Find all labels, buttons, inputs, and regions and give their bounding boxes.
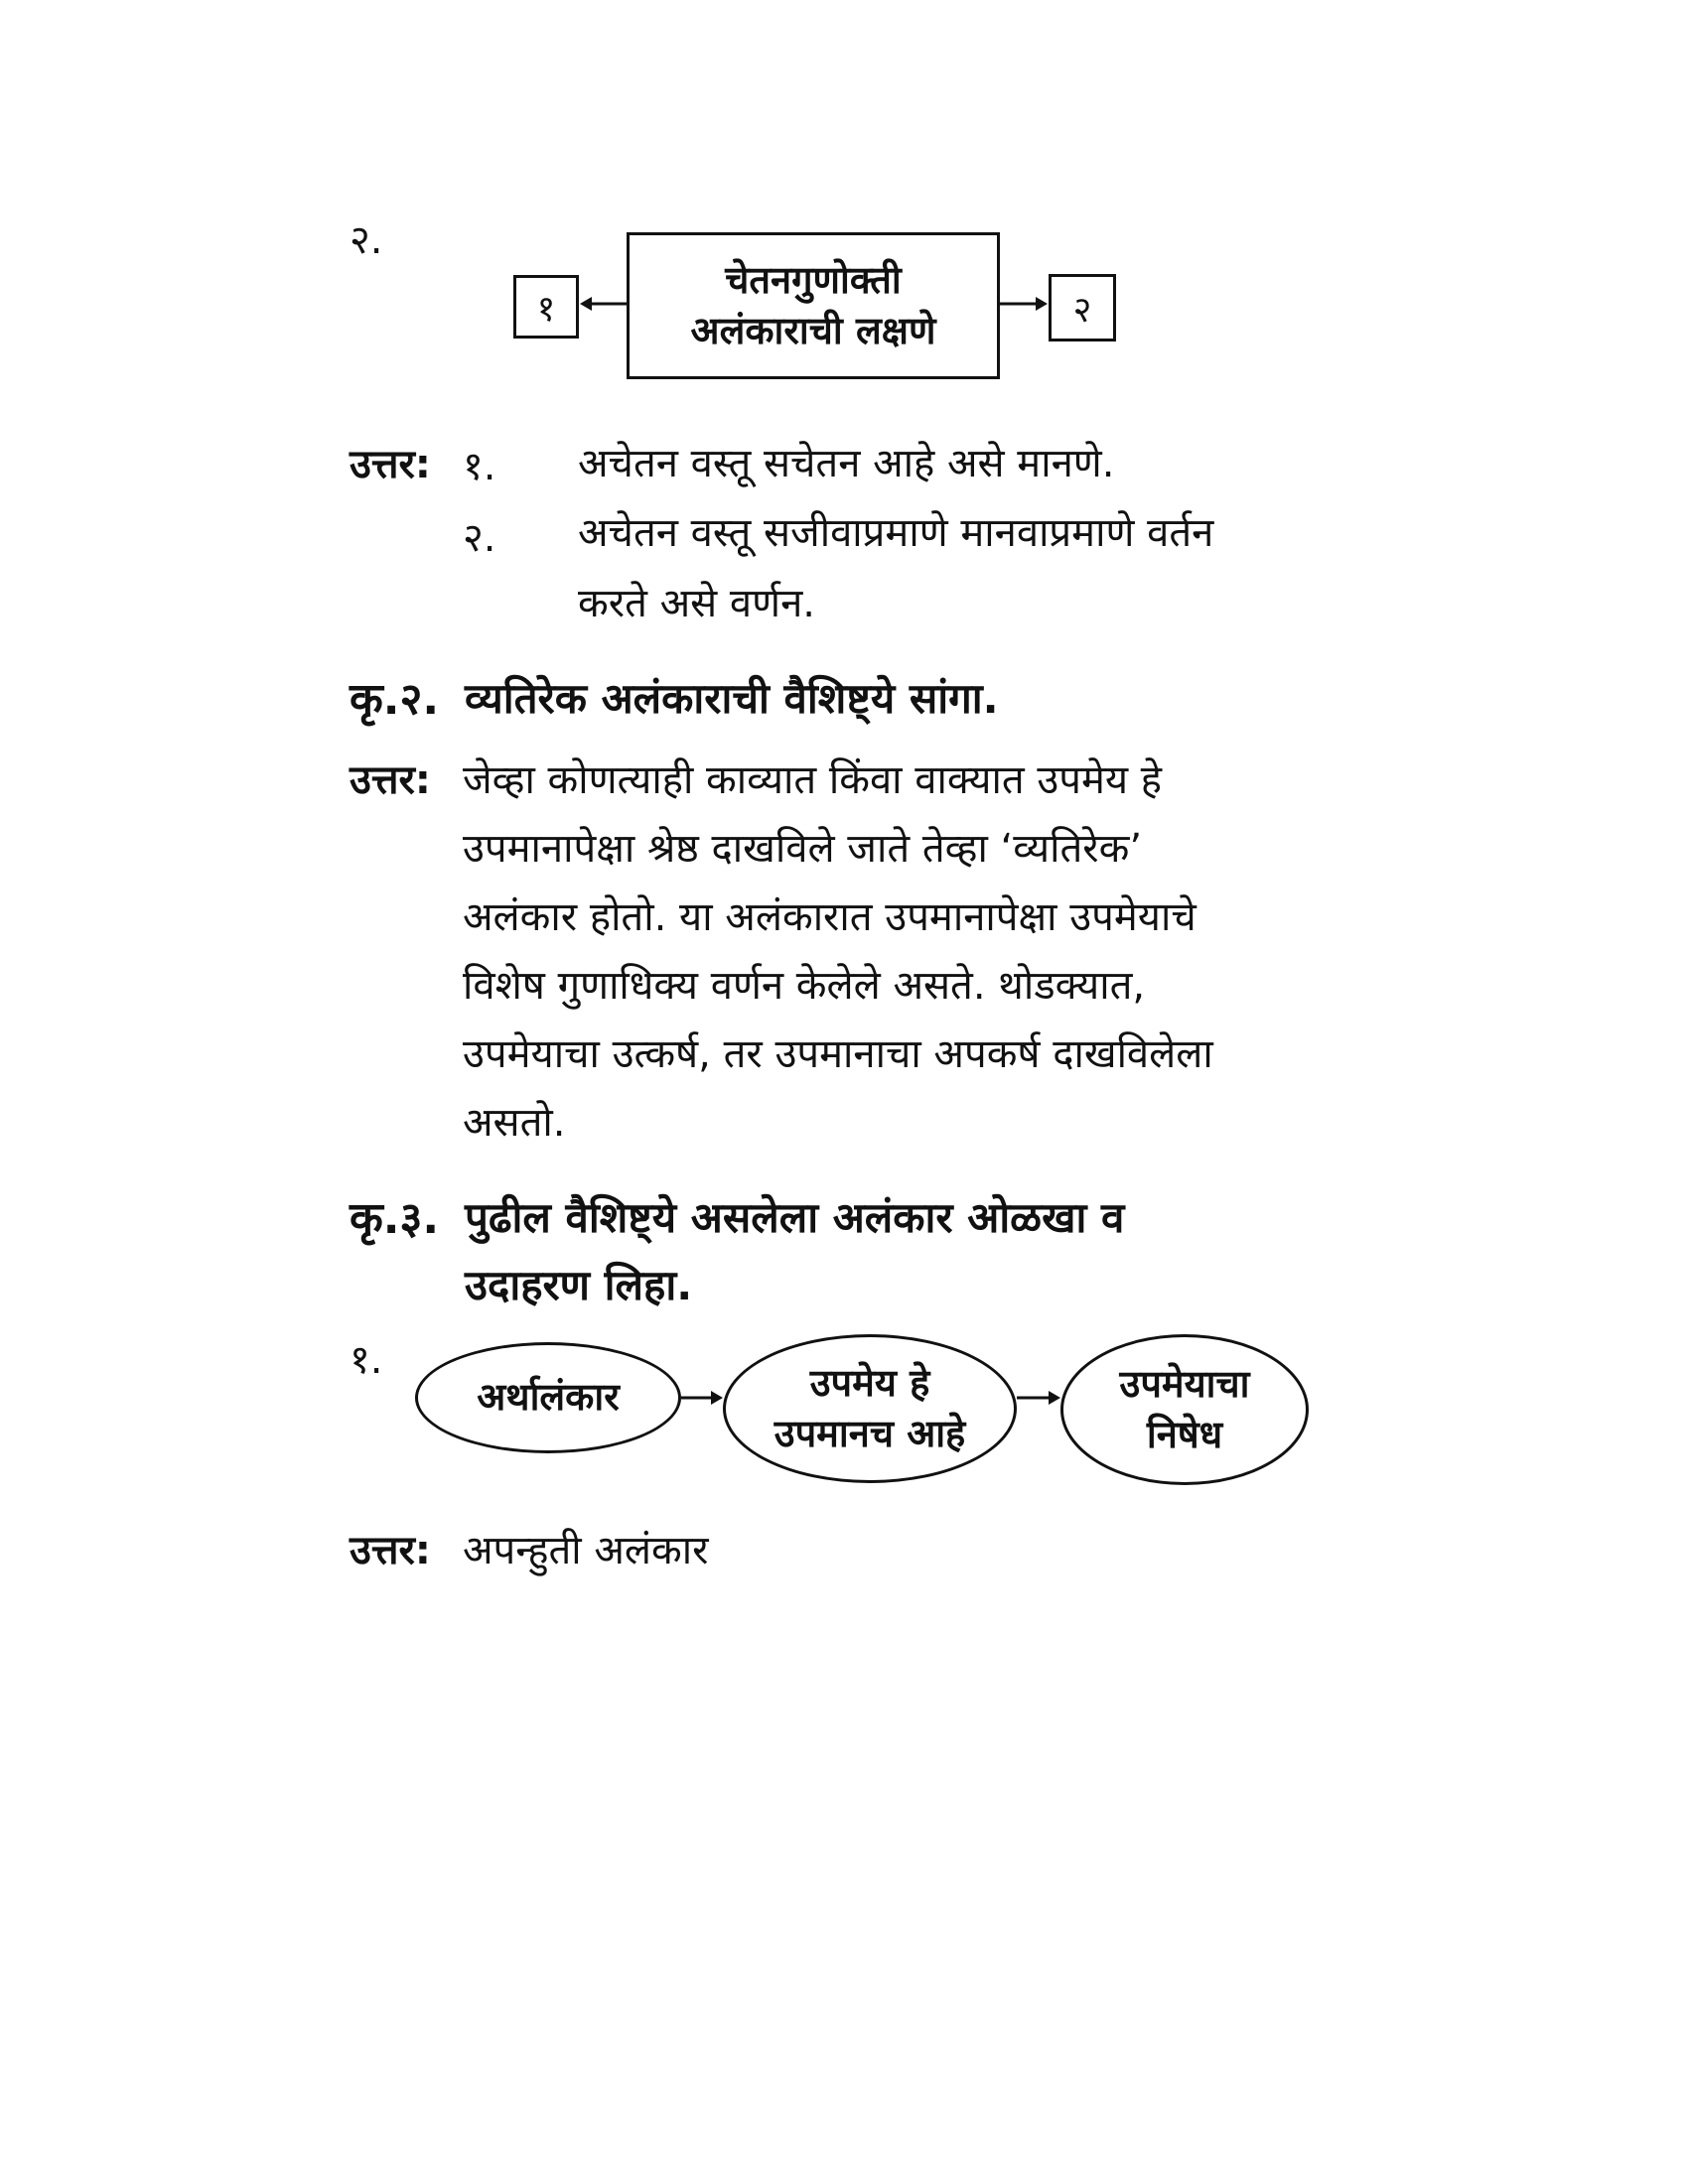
answer-slot-2-label: २ [1072,289,1092,331]
question-2-label: कृ.२. [350,674,440,725]
answer-slot-1-label: १ [536,288,556,330]
answer1-point2-line2: करते असे वर्णन. [578,581,815,626]
central-concept-line2: अलंकाराची लक्षणे [690,309,936,352]
answer2-line6: असतो. [463,1100,566,1146]
ellipse-2-line2: उपमानच आहे [774,1412,966,1455]
answer-label-2: उत्तर: [350,757,431,803]
answer2-line5: उपमेयाचा उत्कर्ष, तर उपमानाचा अपकर्ष दाखविलेला [463,1031,1213,1077]
arrowhead-ellipse-2 [711,1391,723,1405]
ellipse-2-line1: उपमेय हे [809,1360,930,1405]
answer2-line4: विशेष गुणाधिक्य वर्णन केलेले असते. थोडक्यात, [463,963,1146,1009]
central-concept-line1: चेतनगुणोक्ती [725,257,902,302]
answer-label-3: उत्तर: [350,1528,431,1573]
arrowhead-slot-1 [580,297,592,311]
arrowhead-ellipse-3 [1049,1391,1060,1405]
answer2-line1: जेव्हा कोणत्याही काव्यात किंवा वाक्यात उपमेय हे [463,757,1163,803]
item-number-2: २. [350,217,383,263]
ellipse-3-line2: निषेध [1146,1413,1223,1456]
answer1-point1-text: अचेतन वस्तू सचेतन आहे असे मानणे. [578,441,1115,486]
answer3-text: अपन्हुती अलंकार [463,1528,709,1573]
answer1-point2-line1: अचेतन वस्तू सजीवाप्रमाणे मानवाप्रमाणे वर्तन [578,510,1214,556]
answer2-line3: अलंकार होतो. या अलंकारात उपमानापेक्षा उपमेयाचे [463,894,1196,940]
answer-label-1: उत्तर: [350,442,431,487]
ellipse-upameyacha-nishedh [1060,1334,1309,1485]
ellipse-3-line1: उपमेयाचा [1119,1361,1250,1406]
answer2-line2: उपमानापेक्षा श्रेष्ठ दाखविले जाते तेव्हा ‘व्यतिरेक’ [463,826,1143,872]
question-2-text: व्यतिरेक अलंकाराची वैशिष्ट्ये सांगा. [465,674,999,723]
answer1-point1-number: १. [463,444,496,489]
ellipse-1-text: अर्थालंकार [477,1375,620,1420]
question-3-line1: पुढील वैशिष्ट्ये असलेला अलंकार ओळखा व [465,1193,1125,1242]
item-number-1: १. [350,1337,383,1383]
ellipse-upamey-upamanach [723,1334,1017,1483]
question-3-line2: उदाहरण लिहा. [465,1261,693,1309]
ellipse-arthalankar [415,1342,681,1453]
answer1-point2-number: २. [463,515,496,561]
arrowhead-slot-2 [1036,297,1048,311]
question-3-label: कृ.३. [350,1193,440,1244]
